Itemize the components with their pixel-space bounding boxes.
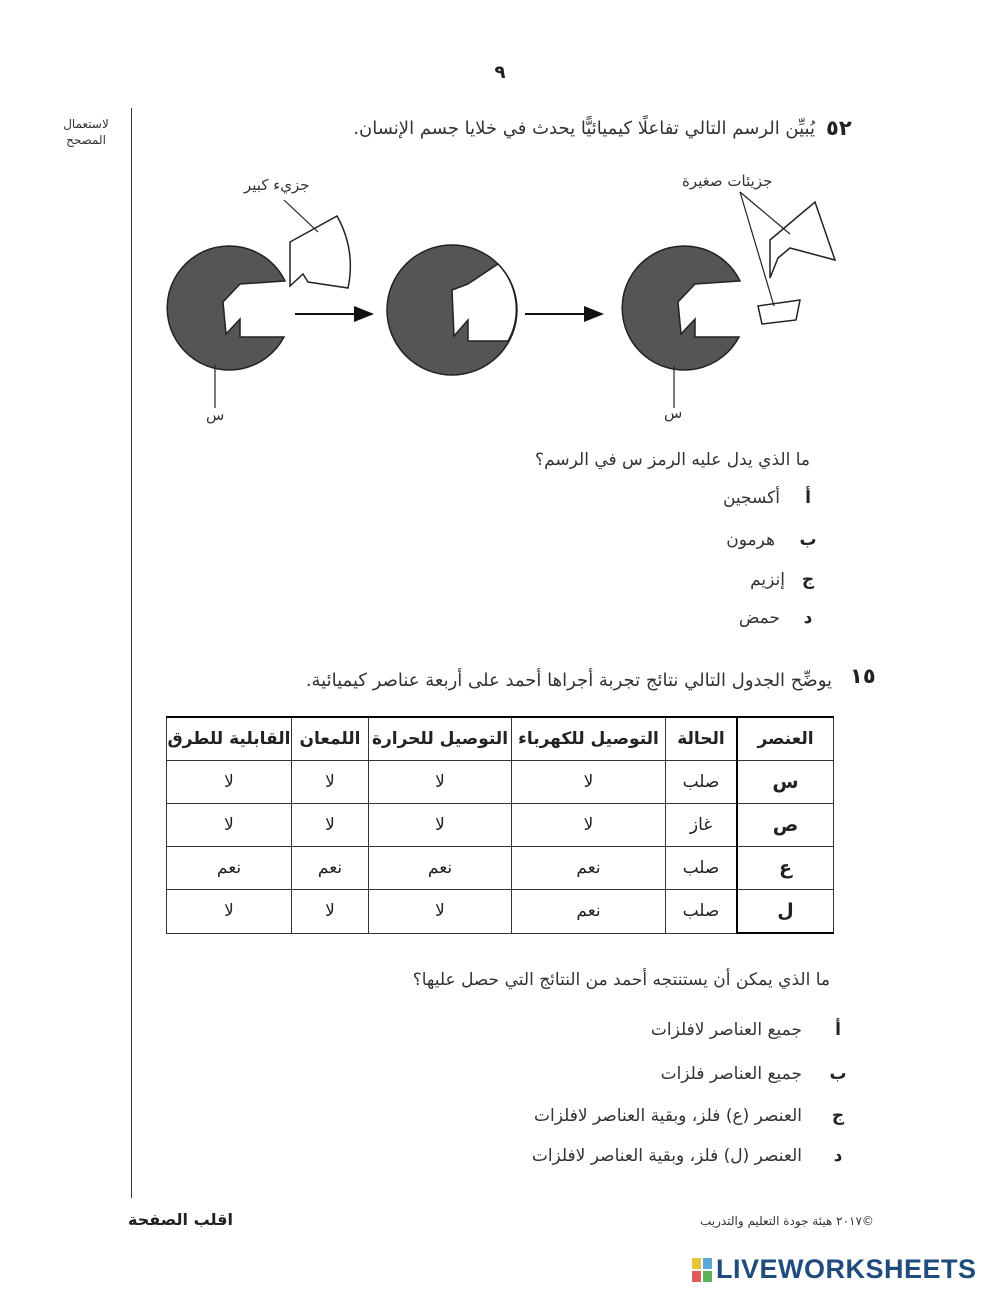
margin-divider (131, 108, 132, 1198)
cell-state: صلب (666, 890, 738, 934)
large-molecule-pointer (284, 200, 318, 232)
cell-element: ص (737, 804, 834, 847)
label-x-1: س (206, 406, 225, 424)
small-molecules-pointer-1 (740, 192, 790, 234)
cell-element: ل (737, 890, 834, 934)
small-molecule-shape-1 (770, 202, 835, 278)
question-15-number: ١٥ (850, 664, 876, 688)
cell-electric: لا (512, 804, 666, 847)
cell-malleability: لا (167, 761, 292, 804)
header-heat-conduction: التوصيل للحرارة (369, 717, 512, 761)
q52-option-b-letter: ب (799, 530, 817, 550)
q15-option-a-letter: أ (835, 1020, 841, 1040)
question-52-prompt: ما الذي يدل عليه الرمز س في الرسم؟ (535, 450, 810, 470)
q52-option-a-letter: أ (805, 488, 811, 508)
table-row (167, 847, 834, 890)
q15-option-c-letter: ج (831, 1106, 845, 1126)
enzyme-shape-3 (622, 246, 740, 370)
turn-page-label: اقلب الصفحة (128, 1210, 234, 1229)
large-molecule-shape (290, 216, 350, 288)
brand-wordmark[interactable]: LIVEWORKSHEETS (716, 1254, 977, 1284)
header-state: الحالة (666, 717, 738, 761)
label-x-2: س (664, 404, 683, 422)
q52-option-a-text[interactable]: أكسجين (722, 488, 780, 508)
results-table (166, 716, 834, 934)
question-52-text: يُبيِّن الرسم التالي تفاعلًا كيميائيًّا يحدث في خلايا جسم الإنسان. (353, 118, 815, 139)
q52-option-d-text[interactable]: حمض (738, 608, 780, 628)
header-luster: اللمعان (292, 717, 369, 761)
q52-option-b-text[interactable]: هرمون (726, 530, 775, 550)
cell-electric: لا (512, 761, 666, 804)
q15-option-b-text[interactable]: جميع العناصر فلزات (660, 1064, 802, 1084)
header-malleability: القابلية للطرق (167, 717, 292, 761)
question-15-prompt: ما الذي يمكن أن يستنتجه أحمد من النتائج التي حصل عليها؟ (412, 970, 830, 990)
cell-heat: لا (369, 804, 512, 847)
q15-option-a-text[interactable]: جميع العناصر لافلزات (650, 1020, 802, 1040)
cell-heat: لا (369, 761, 512, 804)
cell-heat: لا (369, 890, 512, 934)
q15-option-b-letter: ب (829, 1064, 847, 1084)
cell-state: صلب (666, 847, 738, 890)
q52-option-c-text[interactable]: إنزيم (750, 570, 785, 590)
cell-luster: لا (292, 804, 369, 847)
q15-option-d-letter: د (833, 1146, 843, 1166)
cell-malleability: لا (167, 804, 292, 847)
copyright-label: ©٢٠١٧ هيئة جودة التعليم والتدريب (700, 1214, 874, 1228)
question-15-text: يوضِّح الجدول التالي نتائج تجربة أجراها أحمد على أربعة عناصر كيميائية. (305, 670, 832, 691)
enzyme-reaction-diagram (150, 160, 850, 430)
cell-state: غاز (666, 804, 738, 847)
table-row (167, 804, 834, 847)
corrector-label: لاستعمال المصحح (63, 117, 109, 147)
cell-state: صلب (666, 761, 738, 804)
table-row (167, 890, 834, 934)
page-number: ٩ (494, 62, 506, 83)
cell-luster: لا (292, 761, 369, 804)
cell-luster: نعم (292, 847, 369, 890)
q15-option-d-text[interactable]: العنصر (ل) فلز، وبقية العناصر لافلزات (531, 1146, 802, 1166)
label-large-molecule: جزيء كبير (244, 176, 310, 194)
table-row (167, 761, 834, 804)
q52-option-c-letter: ج (801, 570, 815, 590)
cell-heat: نعم (369, 847, 512, 890)
label-small-molecules: جزيئات صغيرة (682, 172, 773, 190)
cell-malleability: لا (167, 890, 292, 934)
cell-malleability: نعم (167, 847, 292, 890)
small-molecules-pointer-2 (740, 192, 774, 306)
header-electric-conduction: التوصيل للكهرباء (512, 717, 666, 761)
cell-luster: لا (292, 890, 369, 934)
cell-element: س (737, 761, 834, 804)
cell-electric: نعم (512, 847, 666, 890)
table-header-row (167, 717, 834, 761)
small-molecule-shape-2 (758, 300, 800, 324)
enzyme-shape-1 (167, 246, 285, 370)
cell-electric: نعم (512, 890, 666, 934)
q15-option-c-text[interactable]: العنصر (ع) فلز، وبقية العناصر لافلزات (534, 1106, 802, 1126)
cell-element: ع (737, 847, 834, 890)
question-52-number: ٥٢ (826, 116, 852, 140)
q52-option-d-letter: د (803, 608, 813, 628)
header-element: العنصر (737, 717, 834, 761)
liveworksheets-logo-icon (692, 1258, 712, 1282)
